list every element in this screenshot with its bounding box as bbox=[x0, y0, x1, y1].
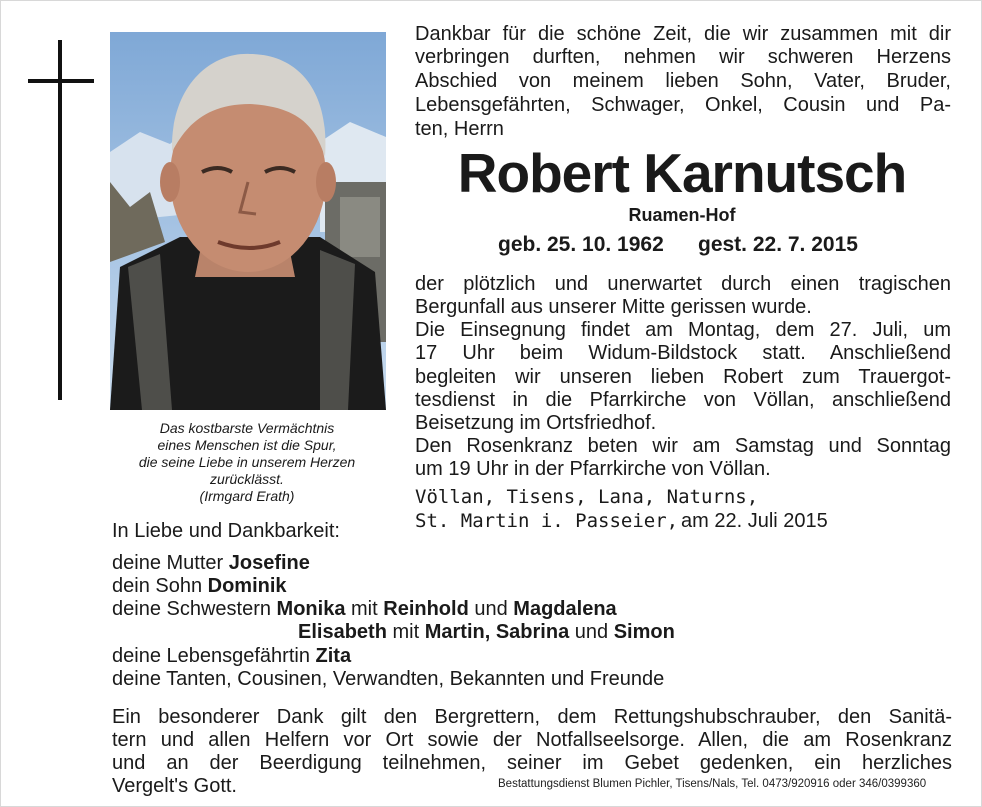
body-line: 17 Uhr beim Widum-Bildstock statt. Anschließend bbox=[415, 342, 951, 364]
deceased-name: Robert Karnutsch bbox=[457, 142, 907, 204]
body-line: um 19 Uhr in der Pfarrkirche von Völlan. bbox=[415, 458, 771, 480]
cross-icon bbox=[58, 40, 62, 400]
relation-label: deine Mutter bbox=[112, 552, 224, 574]
body-line: begleiten wir unseren lieben Robert zum Trauergot- bbox=[415, 366, 951, 388]
quote-line: zurücklässt. bbox=[210, 471, 284, 487]
mourner-name: Josefine bbox=[228, 552, 310, 574]
intro-line: verbringen durften, nehmen wir schweren Herzens bbox=[415, 46, 951, 68]
mourner-son bbox=[112, 575, 287, 597]
portrait-photo bbox=[110, 32, 386, 410]
cross-icon-bar bbox=[28, 79, 94, 83]
thanks-line: Vergelt's Gott. bbox=[112, 775, 237, 797]
farm-name: Ruamen-Hof bbox=[628, 205, 736, 225]
quote-line: die seine Liebe in unserem Herzen bbox=[138, 454, 356, 470]
mourner-others: deine Tanten, Cousinen, Verwandten, Bekannten und Freunde bbox=[112, 668, 665, 690]
death-date: gest. 22. 7. 2015 bbox=[698, 233, 858, 256]
body-line: Bergunfall aus unserer Mitte gerissen wurde. bbox=[415, 296, 812, 318]
thanks-line: tern und allen Helfern vor Ort sowie der Notfallseelsorge. Allen, die am Rosenkranz bbox=[112, 729, 952, 751]
quote-line: eines Menschen ist die Spur, bbox=[157, 437, 337, 453]
mourner-name: Monika bbox=[276, 598, 346, 620]
memorial-quote bbox=[102, 420, 392, 505]
mourner-name: Dominik bbox=[207, 575, 287, 597]
body-line: der plötzlich und unerwartet durch einen tragischen bbox=[415, 273, 951, 295]
intro-line: Abschied von meinem lieben Sohn, Vater, Bruder, bbox=[415, 70, 951, 92]
connector-text: und bbox=[474, 598, 508, 620]
body-line: Beisetzung im Ortsfriedhof. bbox=[415, 412, 657, 434]
connector-text: mit bbox=[351, 598, 378, 620]
relation-label: deine Schwestern bbox=[112, 598, 271, 620]
mourner-name: Zita bbox=[315, 645, 352, 667]
intro-line: Lebensgefährten, Schwager, Onkel, Cousin und Pa- bbox=[415, 94, 951, 116]
quote-author: (Irmgard Erath) bbox=[199, 488, 295, 504]
mourner-name: Magdalena bbox=[513, 598, 617, 620]
connector-text: und bbox=[574, 621, 609, 643]
mourner-name: Elisabeth bbox=[298, 621, 387, 643]
mourner-name: Simon bbox=[613, 621, 675, 643]
body-line: tesdienst in die Pfarrkirche von Völlan, anschließend bbox=[415, 389, 951, 411]
relation-label: dein Sohn bbox=[112, 575, 203, 597]
mourner-name: Reinhold bbox=[383, 598, 469, 620]
mourners-heading: In Liebe und Dankbarkeit: bbox=[112, 520, 340, 542]
body-line: Die Einsegnung findet am Montag, dem 27. Juli, um bbox=[415, 319, 951, 341]
birth-date: geb. 25. 10. 1962 bbox=[498, 233, 664, 256]
mourner-partner bbox=[112, 645, 351, 667]
thanks-line: Ein besonderer Dank gilt den Bergrettern, dem Rettungshubschrauber, den Sanitä- bbox=[112, 706, 952, 728]
relation-label: deine Lebensgefährtin bbox=[112, 645, 310, 667]
places-line: Völlan, Tisens, Lana, Naturns, bbox=[415, 486, 759, 508]
mourner-sister-family bbox=[298, 621, 675, 643]
body-line: Den Rosenkranz beten wir am Samstag und Sonntag bbox=[415, 435, 951, 457]
funeral-service-info: Bestattungsdienst Blumen Pichler, Tisens/Nals, Tel. 0473/920916 oder 346/0399360 bbox=[498, 778, 927, 790]
mourner-name: Martin, Sabrina bbox=[424, 621, 570, 643]
quote-line: Das kostbarste Vermächtnis bbox=[159, 420, 335, 436]
intro-line: Dankbar für die schöne Zeit, die wir zusammen mit dir bbox=[415, 23, 951, 45]
mourner-sisters bbox=[112, 598, 617, 620]
places-line: St. Martin i. Passeier, bbox=[415, 510, 679, 532]
mourner-mother bbox=[112, 552, 310, 574]
thanks-line: und an der Beerdigung teilnehmen, seiner im Gebet gedenken, ein herzliches bbox=[112, 752, 952, 774]
intro-line: ten, Herrn bbox=[415, 118, 504, 140]
notice-date: am 22. Juli 2015 bbox=[681, 510, 828, 532]
connector-text: mit bbox=[392, 621, 420, 643]
